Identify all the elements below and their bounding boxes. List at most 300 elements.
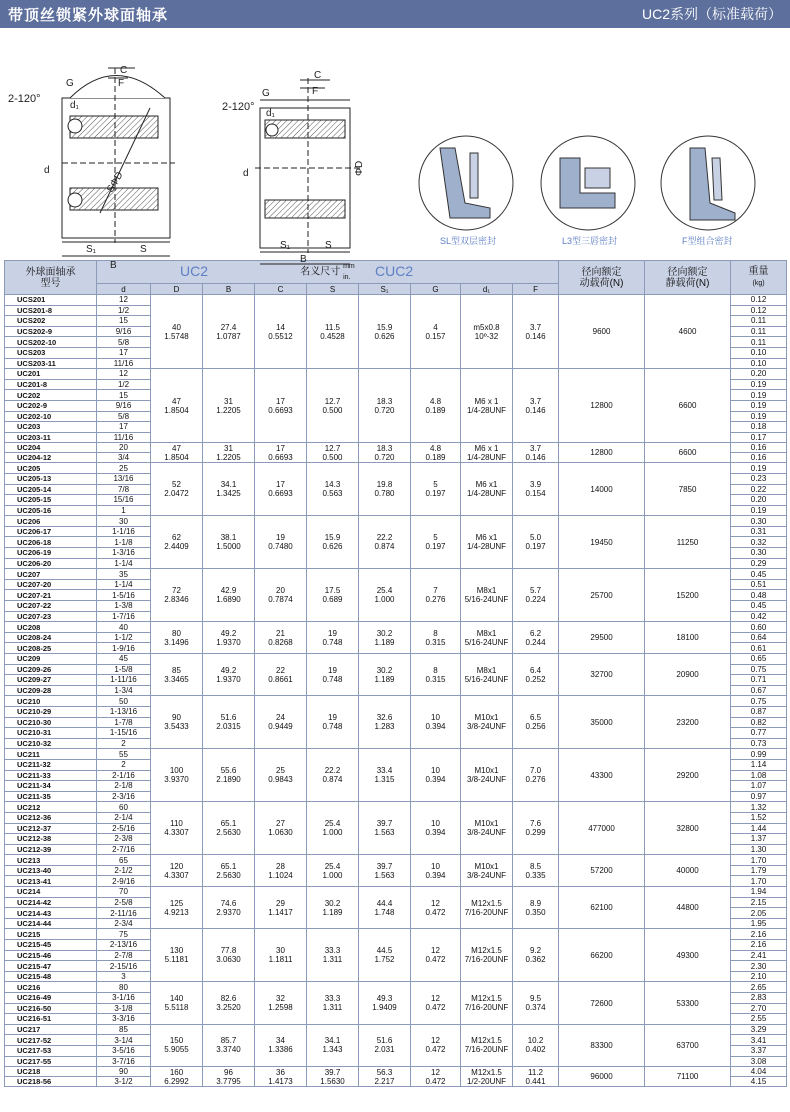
dim-value: 1.1024: [268, 870, 293, 880]
table-row: [5, 696, 787, 707]
dim-cell-d: [151, 443, 203, 463]
dim-value: 0.197: [425, 489, 446, 499]
model-cell: UC207-22: [5, 601, 97, 612]
model-cell: UC211-33: [5, 770, 97, 781]
bore-cell: 2-5/16: [97, 823, 151, 834]
col-d: d: [97, 284, 151, 295]
uc2-angle-label: 2-120°: [8, 93, 41, 105]
dim-cell-c: [255, 855, 307, 887]
dim-value: 6.4: [529, 665, 542, 675]
dim-value: 2.0472: [164, 489, 189, 499]
model-cell: UC207-20: [5, 579, 97, 590]
dim-value: 47: [172, 396, 181, 406]
model-cell: UC218: [5, 1067, 97, 1077]
dim-value: 1.000: [322, 870, 343, 880]
table-row: [5, 516, 787, 527]
dim-value: 2.1890: [216, 775, 241, 785]
model-cell: UCS201: [5, 295, 97, 306]
dim-value: 1.000: [322, 828, 343, 838]
dim-cell-f: [513, 443, 559, 463]
uc2-sd-label: SΦD: [105, 170, 126, 195]
dim-value: 3.7: [529, 322, 542, 332]
dim-value: 0.189: [425, 452, 446, 462]
model-cell: UC216-51: [5, 1014, 97, 1025]
dim-value: 0.7480: [268, 542, 293, 552]
dim-value: 17: [276, 480, 285, 490]
weight-cell: 0.64: [731, 632, 787, 643]
dim-value: 5: [433, 533, 438, 543]
dim-value: 1.6890: [216, 595, 241, 605]
static-load-cell: 6600: [645, 443, 731, 463]
page-header: [0, 0, 790, 28]
dim-value: 1.3386: [268, 1045, 293, 1055]
weight-cell: 0.31: [731, 526, 787, 537]
cuc2-c-label: C: [314, 70, 322, 81]
bore-cell: 12: [97, 295, 151, 306]
dim-cell-c: [255, 982, 307, 1024]
dim-value: 1/4-28UNF: [466, 489, 507, 499]
weight-cell: 0.60: [731, 622, 787, 633]
dim-value: 5.1181: [164, 955, 189, 965]
dim-cell-s1: [359, 887, 411, 929]
model-cell: UC214-44: [5, 918, 97, 929]
dim-value: 51.6: [220, 713, 237, 723]
dim-value: 12.7: [324, 443, 341, 453]
bore-cell: 2-1/2: [97, 865, 151, 876]
weight-cell: 0.16: [731, 453, 787, 463]
dim-value: 40: [172, 322, 181, 332]
dim-value: 1.343: [322, 1045, 343, 1055]
dim-value: 3/8-24UNF: [466, 828, 507, 838]
table-row: [5, 295, 787, 306]
dim-value: 1/4-28UNF: [466, 542, 507, 552]
dim-value: M8x1: [476, 586, 497, 596]
weight-cell: 0.12: [731, 305, 787, 316]
dim-cell-s1: [359, 1024, 411, 1066]
dim-value: 0.874: [374, 542, 395, 552]
dim-value: 65.1: [220, 819, 237, 829]
dim-cell-s: [307, 443, 359, 463]
dim-cell-g: [411, 855, 461, 887]
dim-value: 0.394: [425, 828, 446, 838]
dim-cell-s1: [359, 749, 411, 802]
dim-cell-s1: [359, 295, 411, 369]
weight-cell: 0.97: [731, 791, 787, 802]
dim-value: 15.9: [324, 533, 341, 543]
model-cell: UC206-19: [5, 548, 97, 559]
weight-cell: 1.07: [731, 781, 787, 792]
dim-value: 2.5630: [216, 828, 241, 838]
weight-cell: 2.65: [731, 982, 787, 993]
bore-cell: 11/16: [97, 432, 151, 443]
uc2-d1-label: d₁: [70, 100, 79, 111]
bore-cell: 2-3/16: [97, 791, 151, 802]
dim-value: 1.2598: [268, 1003, 293, 1013]
dim-cell-d: [151, 622, 203, 654]
dim-value: 4: [433, 322, 438, 332]
bore-cell: 9/16: [97, 326, 151, 337]
dim-value: 0.9449: [268, 722, 293, 732]
dim-value: 0.7874: [268, 595, 293, 605]
model-cell: UC212-39: [5, 844, 97, 855]
bore-cell: 1-1/4: [97, 558, 151, 569]
dim-value: 31: [224, 396, 233, 406]
model-cell: UC205-15: [5, 495, 97, 506]
dim-value: 72: [172, 586, 181, 596]
cuc2-D-label: ΦD: [354, 160, 365, 176]
weight-cell: 0.22: [731, 484, 787, 495]
dim-value: 2.031: [374, 1045, 395, 1055]
weight-cell: 1.70: [731, 876, 787, 887]
dim-value: 3.0630: [216, 955, 241, 965]
model-cell: UC208-24: [5, 632, 97, 643]
dim-cell-g: [411, 654, 461, 696]
dim-value: 0.500: [322, 405, 343, 415]
dim-value: 0.146: [525, 452, 546, 462]
dim-cell-s: [307, 654, 359, 696]
dim-cell-s: [307, 855, 359, 887]
table-row: [5, 654, 787, 665]
header-dims: 名义尺寸 mm in.: [97, 261, 559, 284]
cuc2-angle-label: 2-120°: [222, 101, 255, 113]
table-row: [5, 622, 787, 633]
dim-cell-d: [151, 749, 203, 802]
weight-cell: 0.10: [731, 347, 787, 358]
bore-cell: 2-7/16: [97, 844, 151, 855]
dim-value: 25.4: [324, 819, 341, 829]
dim-value: 19.8: [376, 480, 393, 490]
table-row: [5, 802, 787, 813]
page-title: 带顶丝锁紧外球面轴承: [8, 6, 169, 24]
dim-value: 25: [276, 766, 285, 776]
dim-cell-b: [203, 443, 255, 463]
dim-cell-g: [411, 516, 461, 569]
model-cell: UC206: [5, 516, 97, 527]
bore-cell: 1/2: [97, 305, 151, 316]
dim-value: 96: [224, 1067, 233, 1077]
cuc2-g-label: G: [262, 88, 270, 99]
dim-value: 9.2: [529, 946, 542, 956]
dim-cell-s: [307, 887, 359, 929]
dim-value: 4.3307: [164, 828, 189, 838]
dim-cell-f: [513, 1067, 559, 1087]
dim-value: 5.9055: [164, 1045, 189, 1055]
dim-value: 25.4: [324, 861, 341, 871]
model-cell: UC210-31: [5, 728, 97, 739]
dim-value: 1.563: [374, 870, 395, 880]
model-cell: UC206-17: [5, 526, 97, 537]
static-load-cell: 40000: [645, 855, 731, 887]
model-cell: UC213-40: [5, 865, 97, 876]
model-cell: UC206-20: [5, 558, 97, 569]
dim-value: 17: [276, 443, 285, 453]
dim-cell-d: [151, 516, 203, 569]
dim-cell-g: [411, 929, 461, 982]
dim-value: 80: [172, 628, 181, 638]
dim-value: 19: [328, 665, 337, 675]
weight-cell: 0.73: [731, 738, 787, 749]
dim-value: 3.1496: [164, 637, 189, 647]
dim-value: M8x1: [476, 665, 497, 675]
weight-cell: 2.30: [731, 961, 787, 972]
dim-value: 2.4409: [164, 542, 189, 552]
bore-cell: 80: [97, 982, 151, 993]
model-cell: UC218-56: [5, 1077, 97, 1087]
dim-value: 1/4-28UNF: [466, 452, 507, 462]
model-cell: UC209-28: [5, 685, 97, 696]
cuc2-d1-label: d₁: [266, 108, 275, 119]
dim-value: 24: [276, 713, 285, 723]
dim-value: 44.4: [376, 898, 393, 908]
dim-value: 3.9370: [164, 775, 189, 785]
dim-value: 0.748: [322, 674, 343, 684]
bore-cell: 75: [97, 929, 151, 940]
bore-cell: 12: [97, 369, 151, 380]
col-B: B: [203, 284, 255, 295]
dim-value: 125: [169, 898, 184, 908]
dim-cell-s1: [359, 516, 411, 569]
dim-value: 8.5: [529, 861, 542, 871]
dim-value: M10x1: [474, 861, 499, 871]
dim-value: 90: [172, 713, 181, 723]
uc2-g-label: G: [66, 78, 74, 89]
weight-cell: 2.16: [731, 940, 787, 951]
dim-value: M6 x1: [475, 480, 498, 490]
uc2-f-label: F: [118, 78, 125, 89]
dim-value: 0.315: [425, 637, 446, 647]
model-cell: UCS201-8: [5, 305, 97, 316]
dim-cell-s1: [359, 463, 411, 516]
model-cell: UC212-37: [5, 823, 97, 834]
dim-value: 9.5: [529, 994, 542, 1004]
dim-value: 49.2: [220, 665, 237, 675]
model-cell: UC217-55: [5, 1056, 97, 1067]
dim-value: 28: [276, 861, 285, 871]
model-cell: UC202: [5, 390, 97, 401]
dim-value: 1.8504: [164, 405, 189, 415]
dim-cell-ds: [461, 696, 513, 749]
dim-value: 7.6: [529, 819, 542, 829]
dim-cell-d: [151, 295, 203, 369]
dim-value: 25.4: [376, 586, 393, 596]
col-G: G: [411, 284, 461, 295]
model-cell: UC209-27: [5, 675, 97, 686]
dim-value: 32: [276, 994, 285, 1004]
dim-cell-ds: [461, 1067, 513, 1087]
bore-cell: 3-1/4: [97, 1035, 151, 1046]
table-row: [5, 749, 787, 760]
dim-cell-ds: [461, 369, 513, 443]
weight-cell: 1.79: [731, 865, 787, 876]
dim-cell-ds: [461, 982, 513, 1024]
cuc2-d-label: d: [243, 168, 249, 179]
dim-value: 0.224: [525, 595, 546, 605]
dim-cell-f: [513, 887, 559, 929]
bore-cell: 25: [97, 463, 151, 474]
dim-value: 12: [431, 946, 440, 956]
bore-cell: 2-3/8: [97, 834, 151, 845]
static-load-cell: 11250: [645, 516, 731, 569]
dim-value: 0.689: [322, 595, 343, 605]
bore-cell: 5/8: [97, 411, 151, 422]
model-cell: UC210-29: [5, 706, 97, 717]
dim-value: 5.0: [529, 533, 542, 543]
dim-value: 7/16-20UNF: [464, 1045, 509, 1055]
dim-value: 7: [433, 586, 438, 596]
dim-value: 7.0: [529, 766, 542, 776]
table-row: [5, 982, 787, 993]
model-cell: UC210: [5, 696, 97, 707]
dynamic-load-cell: 96000: [559, 1067, 645, 1087]
dynamic-load-cell: 72600: [559, 982, 645, 1024]
dim-cell-c: [255, 1067, 307, 1087]
dynamic-load-cell: 25700: [559, 569, 645, 622]
model-cell: UC208-25: [5, 643, 97, 654]
dim-value: 0.748: [322, 722, 343, 732]
model-cell: UC207-21: [5, 590, 97, 601]
model-cell: UCS202-10: [5, 337, 97, 348]
dim-cell-g: [411, 463, 461, 516]
dim-cell-f: [513, 569, 559, 622]
dim-cell-b: [203, 855, 255, 887]
bore-cell: 3-1/2: [97, 1077, 151, 1087]
model-cell: UC209-26: [5, 664, 97, 675]
dim-cell-s: [307, 516, 359, 569]
dim-cell-ds: [461, 463, 513, 516]
dim-value: M6 x1: [475, 533, 498, 543]
bore-cell: 1-11/16: [97, 675, 151, 686]
dim-value: 0.9843: [268, 775, 293, 785]
dim-value: 1.189: [322, 907, 343, 917]
bore-cell: 2-9/16: [97, 876, 151, 887]
dynamic-load-cell: 29500: [559, 622, 645, 654]
seal-f-detail: [661, 136, 755, 230]
dim-value: 1.311: [322, 955, 343, 965]
model-cell: UC213: [5, 855, 97, 866]
weight-cell: 1.44: [731, 823, 787, 834]
dim-value: 22: [276, 665, 285, 675]
dim-value: 20: [276, 586, 285, 596]
weight-cell: 0.42: [731, 611, 787, 622]
model-cell: UC207: [5, 569, 97, 580]
dynamic-load-cell: 32700: [559, 654, 645, 696]
weight-cell: 2.70: [731, 1003, 787, 1014]
weight-cell: 1.08: [731, 770, 787, 781]
dim-value: 0.626: [322, 542, 343, 552]
cuc2-s1-label: S₁: [280, 240, 291, 251]
dim-cell-s1: [359, 802, 411, 855]
table-row: [5, 463, 787, 474]
dim-cell-ds: [461, 749, 513, 802]
weight-cell: 0.11: [731, 316, 787, 327]
dim-value: M10x1: [474, 766, 499, 776]
dim-value: 10: [431, 819, 440, 829]
bore-cell: 9/16: [97, 400, 151, 411]
weight-cell: 0.18: [731, 422, 787, 433]
table-row: [5, 1024, 787, 1035]
static-load-cell: 32800: [645, 802, 731, 855]
model-cell: UC212-38: [5, 834, 97, 845]
bore-cell: 1-1/16: [97, 526, 151, 537]
dim-cell-f: [513, 929, 559, 982]
dim-value: 140: [169, 994, 184, 1004]
model-cell: UC211-34: [5, 781, 97, 792]
bore-cell: 15: [97, 316, 151, 327]
dim-cell-f: [513, 622, 559, 654]
dim-value: 1.0787: [216, 331, 241, 341]
dim-value: 1.752: [374, 955, 395, 965]
table-row: [5, 887, 787, 898]
dim-value: 0.350: [525, 907, 546, 917]
static-load-cell: 7850: [645, 463, 731, 516]
model-cell: UC211: [5, 749, 97, 760]
bore-cell: 2-1/8: [97, 781, 151, 792]
dim-cell-f: [513, 802, 559, 855]
dim-cell-b: [203, 929, 255, 982]
dynamic-load-cell: 19450: [559, 516, 645, 569]
dim-cell-d: [151, 1067, 203, 1087]
weight-cell: 0.19: [731, 411, 787, 422]
dim-value: 1.4173: [268, 1076, 293, 1086]
dim-cell-b: [203, 887, 255, 929]
bore-cell: 15/16: [97, 495, 151, 506]
dim-cell-c: [255, 516, 307, 569]
dim-value: 4.8: [429, 443, 442, 453]
dim-cell-s: [307, 749, 359, 802]
dim-value: 2.5630: [216, 870, 241, 880]
dim-cell-g: [411, 982, 461, 1024]
uc2-label: UC2: [180, 263, 209, 279]
bore-cell: 1-1/8: [97, 537, 151, 548]
bore-cell: 3-7/16: [97, 1056, 151, 1067]
series-title: UC2系列（标准载荷）: [641, 6, 782, 22]
table-row: [5, 369, 787, 380]
dim-value: 0.299: [525, 828, 546, 838]
weight-cell: 1.30: [731, 844, 787, 855]
dim-cell-g: [411, 443, 461, 463]
dim-value: 34.1: [324, 1036, 341, 1046]
dim-cell-ds: [461, 443, 513, 463]
weight-cell: 2.55: [731, 1014, 787, 1025]
dim-value: 0.394: [425, 775, 446, 785]
weight-cell: 0.19: [731, 463, 787, 474]
dim-value: 12: [431, 994, 440, 1004]
dim-cell-ds: [461, 622, 513, 654]
dynamic-load-cell: 66200: [559, 929, 645, 982]
bore-cell: 35: [97, 569, 151, 580]
weight-cell: 4.15: [731, 1077, 787, 1087]
dim-value: 0.500: [322, 452, 343, 462]
dim-cell-c: [255, 887, 307, 929]
model-cell: UC205-16: [5, 505, 97, 516]
bore-cell: 1-3/16: [97, 548, 151, 559]
dim-cell-b: [203, 295, 255, 369]
dim-cell-c: [255, 295, 307, 369]
dim-value: 160: [169, 1067, 184, 1077]
dim-value: 65.1: [220, 861, 237, 871]
weight-cell: 2.15: [731, 897, 787, 908]
bore-cell: 1-7/8: [97, 717, 151, 728]
dim-value: 4.8: [429, 396, 442, 406]
dim-value: 3.7795: [216, 1076, 241, 1086]
model-cell: UC214-43: [5, 908, 97, 919]
dim-cell-d: [151, 696, 203, 749]
bore-cell: 13/16: [97, 473, 151, 484]
static-load-cell: 15200: [645, 569, 731, 622]
bore-cell: 3-1/8: [97, 1003, 151, 1014]
col-ds: d₁: [461, 284, 513, 295]
dim-value: 11.5: [325, 322, 340, 332]
